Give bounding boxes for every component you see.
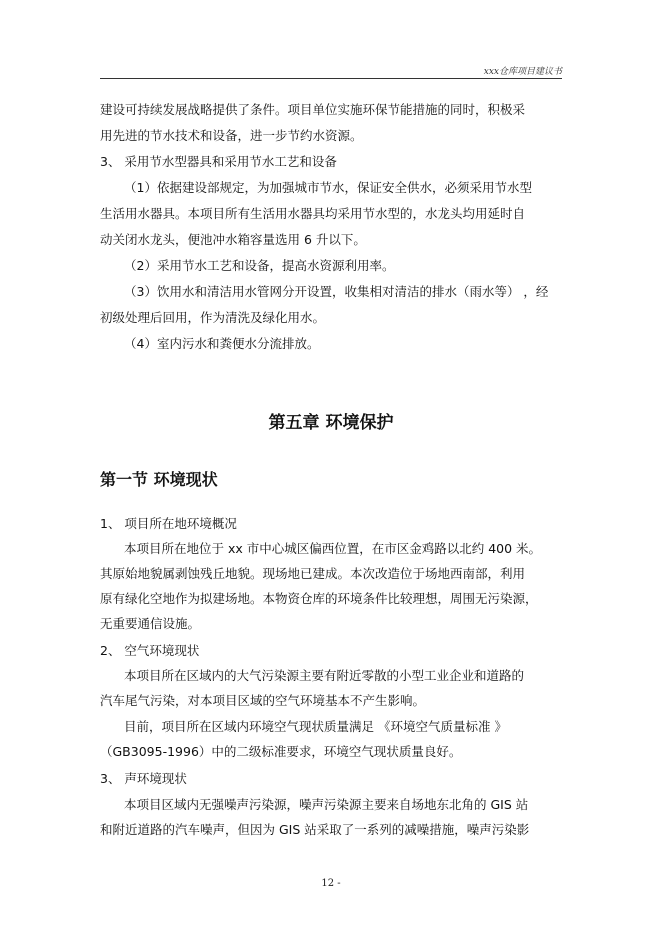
- body-line: 动关闭水龙头，便池冲水箱容量选用 6 升以下。: [100, 232, 366, 247]
- section-line: 无重要通信设施。: [100, 616, 201, 631]
- section-line: 1、 项目所在地环境概况: [100, 516, 237, 531]
- header-title: xxx仓库项目建议书: [483, 67, 562, 77]
- section-line: 3、 声环境现状: [100, 771, 187, 786]
- section-line: 目前，项目所在区域内环境空气现状质量满足 《环境空气质量标准 》: [124, 719, 507, 734]
- section-line: 本项目所在地位于 xx 市中心城区偏西位置，在市区金鸡路以北约 400 米。: [124, 541, 542, 556]
- body-line: 用先进的节水技术和设备，进一步节约水资源。: [100, 128, 363, 143]
- page-number: 12 -: [321, 878, 341, 889]
- section-line: 本项目所在区域内的大气污染源主要有附近零散的小型工业企业和道路的: [124, 668, 525, 683]
- body-line: 建设可持续发展战略提供了条件。项目单位实施环保节能措施的同时，积极采: [100, 102, 526, 117]
- body-line: （2）采用节水工艺和设备，提高水资源利用率。: [124, 258, 395, 273]
- body-line: 3、 采用节水型器具和采用节水工艺和设备: [100, 154, 337, 169]
- section-line: 汽车尾气污染，对本项目区域的空气环境基本不产生影响。: [100, 693, 426, 708]
- body-line: 生活用水器具。本项目所有生活用水器具均采用节水型的，水龙头均用延时自: [100, 206, 526, 221]
- body-line: （1）依据建设部规定，为加强城市节水，保证安全供水，必须采用节水型: [124, 180, 532, 195]
- section-line: 原有绿化空地作为拟建场地。本物资仓库的环境条件比较理想，周围无污染源，: [100, 591, 538, 606]
- body-line: （3）饮用水和清洁用水管网分开设置，收集相对清洁的排水（雨水等） ，经: [124, 284, 549, 299]
- body-line: （4）室内污水和粪便水分流排放。: [124, 336, 320, 351]
- chapter-title: 第五章 环境保护: [268, 413, 394, 433]
- section-line: 和附近道路的汽车噪声，但因为 GIS 站采取了一系列的减噪措施，噪声污染影: [100, 822, 530, 837]
- section-line: 2、 空气环境现状: [100, 643, 200, 658]
- body-line: 初级处理后回用，作为清洗及绿化用水。: [100, 310, 326, 325]
- section-line: （GB3095-1996）中的二级标准要求，环境空气现状质量良好。: [100, 744, 462, 759]
- section-title: 第一节 环境现状: [100, 470, 218, 489]
- page-header: [100, 62, 562, 79]
- section-line: 本项目区域内无强噪声污染源，噪声污染源主要来自场地东北角的 GIS 站: [124, 797, 529, 812]
- section-line: 其原始地貌属剥蚀残丘地貌。现场地已建成。本次改造位于场地西南部，利用: [100, 566, 526, 581]
